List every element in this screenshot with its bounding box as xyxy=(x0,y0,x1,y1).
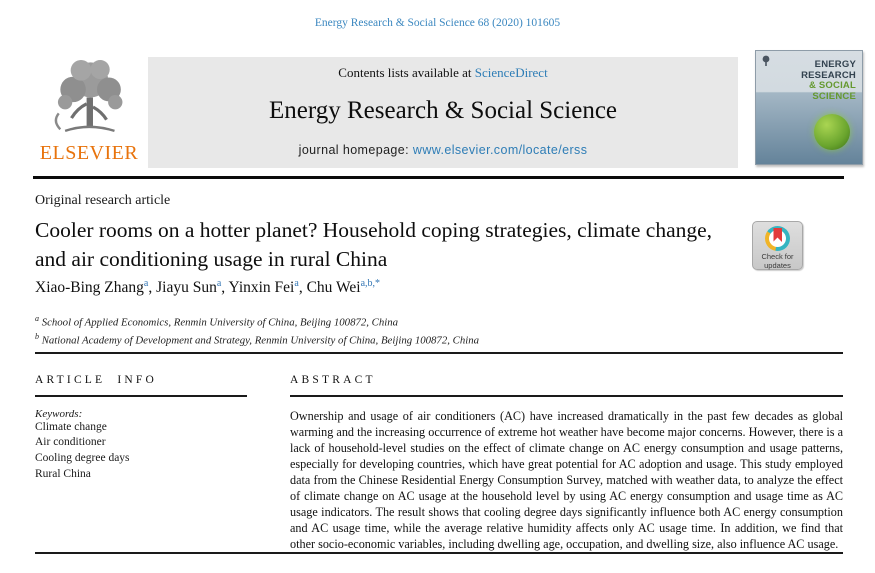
author: Xiao-Bing Zhang$^a$, xyxy=(35,278,157,297)
author-affiliation-sup: a xyxy=(143,278,149,289)
cover-title-line: & SOCIAL xyxy=(809,80,856,92)
elsevier-logo xyxy=(33,56,145,168)
homepage-line xyxy=(148,143,738,157)
article-title: Cooler rooms on a hotter planet? Household coping strategies, climate change, and air conditioning usage in rural China xyxy=(35,218,713,271)
journal-title: Energy Research & Social Science xyxy=(268,97,618,124)
homepage-url-link[interactable]: www.elsevier.com/locate/erss xyxy=(412,143,588,157)
author-affiliation-sup: a,b,* xyxy=(360,278,381,289)
article-type-label: Original research article xyxy=(35,193,171,208)
footer-divider xyxy=(35,552,843,554)
journal-banner xyxy=(148,57,738,168)
contents-line xyxy=(148,57,738,81)
keyword-item: Air conditioner xyxy=(35,436,106,449)
author: Chu Wei$^{a,b,*}$ xyxy=(306,278,381,297)
article-info-rule xyxy=(35,395,247,397)
journal-cover-thumbnail xyxy=(755,50,863,165)
cover-title-line: SCIENCE xyxy=(812,90,856,102)
check-for-updates-badge[interactable] xyxy=(752,221,803,270)
abstract-heading: ABSTRACT xyxy=(290,374,376,386)
keyword-item: Rural China xyxy=(35,468,91,481)
bookmark-icon xyxy=(773,228,782,242)
cover-globe-graphic xyxy=(814,114,850,150)
cover-title xyxy=(801,60,856,103)
author-list xyxy=(35,278,380,297)
section-divider xyxy=(35,352,843,354)
crossmark-icon xyxy=(765,226,790,251)
sciencedirect-link[interactable]: ScienceDirect xyxy=(474,65,548,80)
affiliation: $^b$ National Academy of Development and Strategy, Renmin University of China, Beijing 100872, China xyxy=(35,332,480,347)
article-info-section xyxy=(35,374,247,483)
elsevier-wordmark: ELSEVIER xyxy=(39,142,139,164)
abstract-rule xyxy=(290,395,843,397)
affiliations xyxy=(35,313,479,350)
header-divider xyxy=(33,176,844,179)
author-affiliation-sup: a xyxy=(294,278,299,289)
check-for-updates-label: Check for updates xyxy=(761,252,794,270)
contents-line-text: Contents lists available at xyxy=(338,65,475,80)
homepage-label: journal homepage: xyxy=(298,143,413,157)
cover-title-line: ENERGY xyxy=(814,59,856,70)
author-affiliation-sup: a xyxy=(216,278,222,289)
affiliation: $^a$ School of Applied Economics, Renmin University of China, Beijing 100872, China xyxy=(35,314,399,329)
keyword-item: Climate change xyxy=(35,420,107,433)
keyword-item: Cooling degree days xyxy=(35,452,130,465)
cover-elsevier-mark-icon xyxy=(761,55,771,67)
article-info-heading: ARTICLE INFO xyxy=(35,374,157,386)
keywords-label: Keywords: xyxy=(35,407,83,420)
cover-title-line: RESEARCH xyxy=(801,69,856,81)
elsevier-tree-icon xyxy=(41,56,137,142)
abstract-text: Ownership and usage of air conditioners (AC) have increased dramatically in the past few decades as global warming and the increasing occurrence of extreme hot weather have become major concerns. However, there is a lack of household-level studies on the effect of climate change on AC energy consumption and usage patterns, especially for developing countries, which have great potential for AC adoption and usage. This study employed data from the Chinese Residential Energy Consumption Survey, matched with weather data, to analyze the effect of climate change on AC usage at the household level by using AC energy consumption and usage time as AC usage indicators. The result shows that cooling degree days significantly influence both AC energy consumption and AC usage time, while the average relative humidity affects only AC usage time. In addition, we find that other socio-economic variables, including dwelling age, occupation, and dwelling size, also influence AC usage. xyxy=(290,408,843,551)
running-head-citation: Energy Research & Social Science 68 (2020) 101605 xyxy=(314,17,561,29)
abstract-section xyxy=(290,374,843,552)
author: Yinxin Fei$^a$, xyxy=(228,278,307,297)
author: Jiayu Sun$^a$, xyxy=(156,278,229,297)
